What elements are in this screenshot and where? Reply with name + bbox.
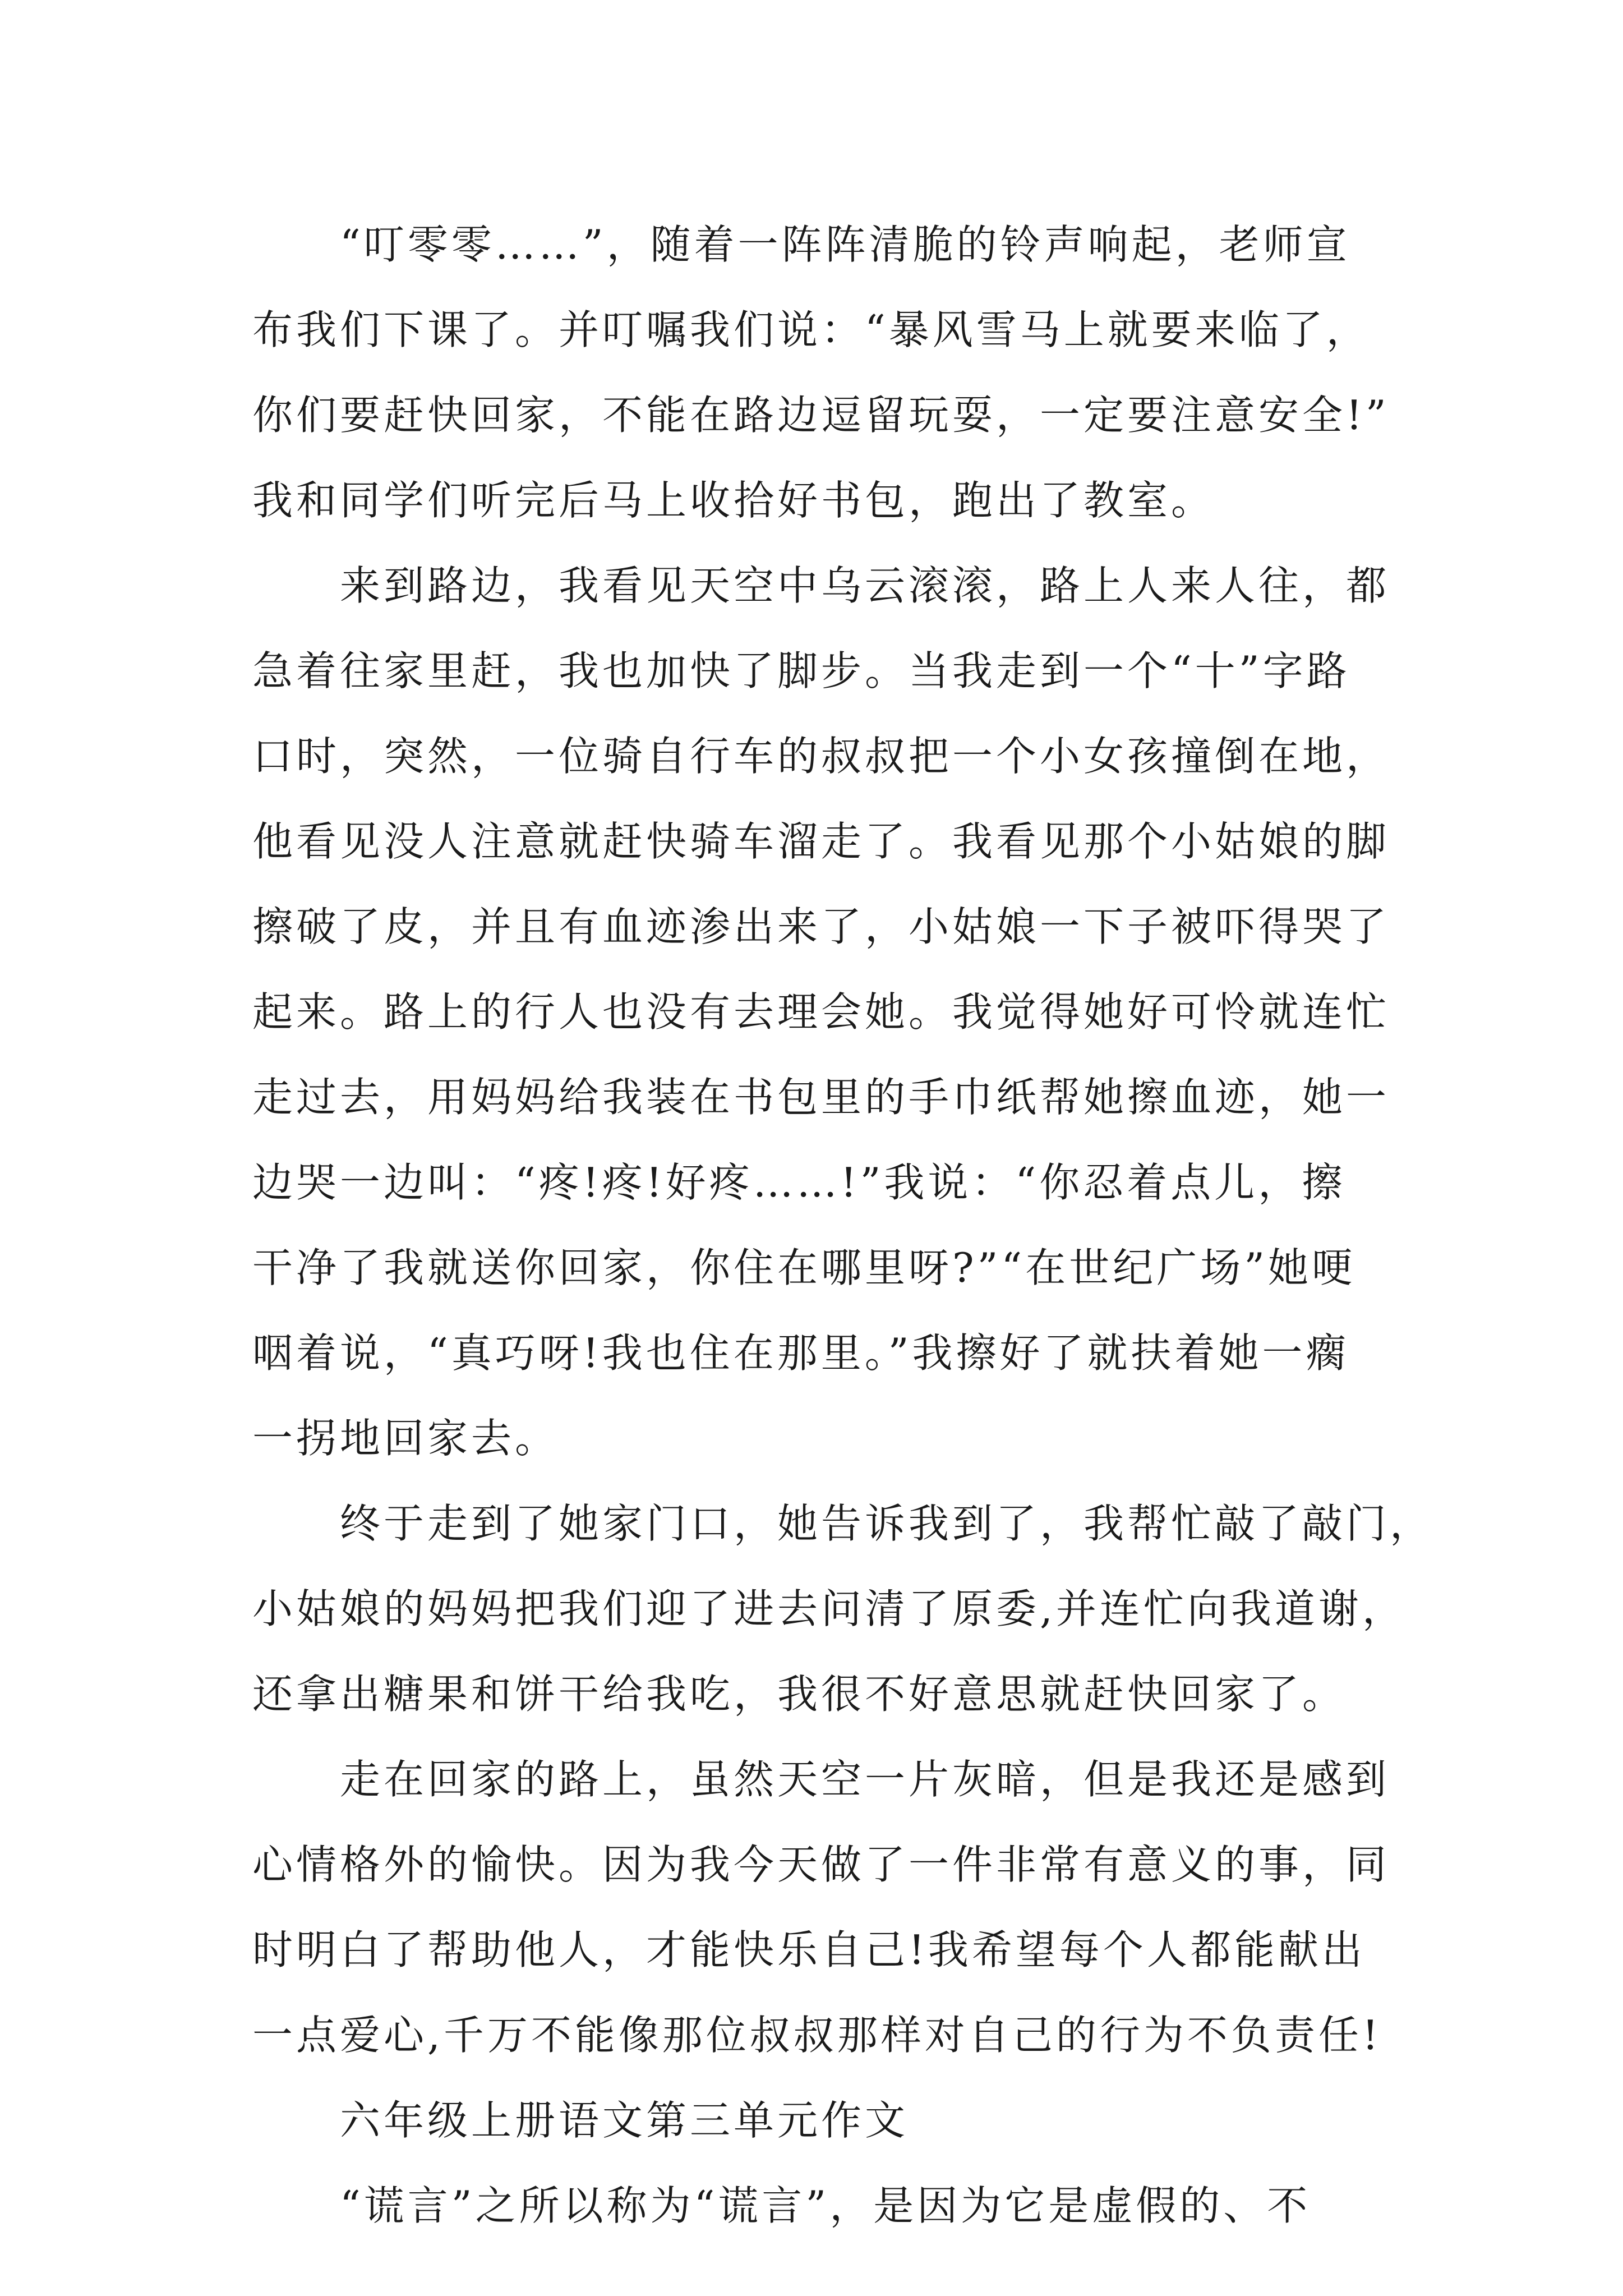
text-line: 走在回家的路上，虽然天空一片灰暗，但是我还是感到: [252, 1756, 1390, 1803]
text-line: 一点爱心,千万不能像那位叔叔那样对自己的行为不负责任!: [252, 2012, 1382, 2059]
text-line: “谎言”之所以称为“谎言”，是因为它是虚假的、不: [252, 2182, 1311, 2229]
text-line: 你们要赶快回家，不能在路边逗留玩耍，一定要注意安全!”: [252, 392, 1390, 439]
text-line: 口时，突然，一位骑自行车的叔叔把一个小女孩撞倒在地，: [252, 733, 1390, 780]
text-line: 他看见没人注意就赶快骑车溜走了。我看见那个小姑娘的脚: [252, 818, 1390, 865]
text-line: 还拿出糖果和饼干给我吃，我很不好意思就赶快回家了。: [252, 1671, 1347, 1718]
text-line: 急着往家里赶，我也加快了脚步。当我走到一个“十”字路: [252, 647, 1350, 694]
section-heading: 六年级上册语文第三单元作文: [252, 2097, 909, 2144]
text-line: 走过去，用妈妈给我装在书包里的手巾纸帮她擦血迹，她一: [252, 1074, 1390, 1121]
text-line: 干净了我就送你回家，你住在哪里呀?”“在世纪广场”她哽: [252, 1244, 1356, 1291]
text-line: 起来。路上的行人也没有去理会她。我觉得她好可怜就连忙: [252, 988, 1390, 1036]
text-line: 布我们下课了。并叮嘱我们说：“暴风雪马上就要来临了，: [252, 306, 1370, 353]
text-line: 我和同学们听完后马上收拾好书包，跑出了教室。: [252, 477, 1215, 524]
text-line: 终于走到了她家门口，她告诉我到了，我帮忙敲了敲门，: [252, 1500, 1434, 1547]
essay-text: [252, 202, 1434, 2248]
text-line: 时明白了帮助他人，才能快乐自己!我希望每个人都能献出: [252, 1926, 1366, 1973]
text-line: 擦破了皮，并且有血迹渗出来了，小姑娘一下子被吓得哭了: [252, 903, 1390, 950]
text-line: 咽着说，“真巧呀!我也住在那里。”我擦好了就扶着她一瘸: [252, 1329, 1350, 1377]
text-line: 来到路边，我看见天空中乌云滚滚，路上人来人往，都: [252, 562, 1390, 609]
text-line: 心情格外的愉快。因为我今天做了一件非常有意义的事，同: [252, 1841, 1390, 1888]
text-line: 小姑娘的妈妈把我们迎了进去问清了原委,并连忙向我道谢，: [252, 1585, 1406, 1632]
text-line: 一拐地回家去。: [252, 1415, 559, 1462]
text-line: 边哭一边叫：“疼!疼!好疼……!”我说：“你忍着点儿，擦: [252, 1159, 1346, 1206]
text-line: “叮零零……”，随着一阵阵清脆的铃声响起，老师宣: [252, 221, 1350, 268]
